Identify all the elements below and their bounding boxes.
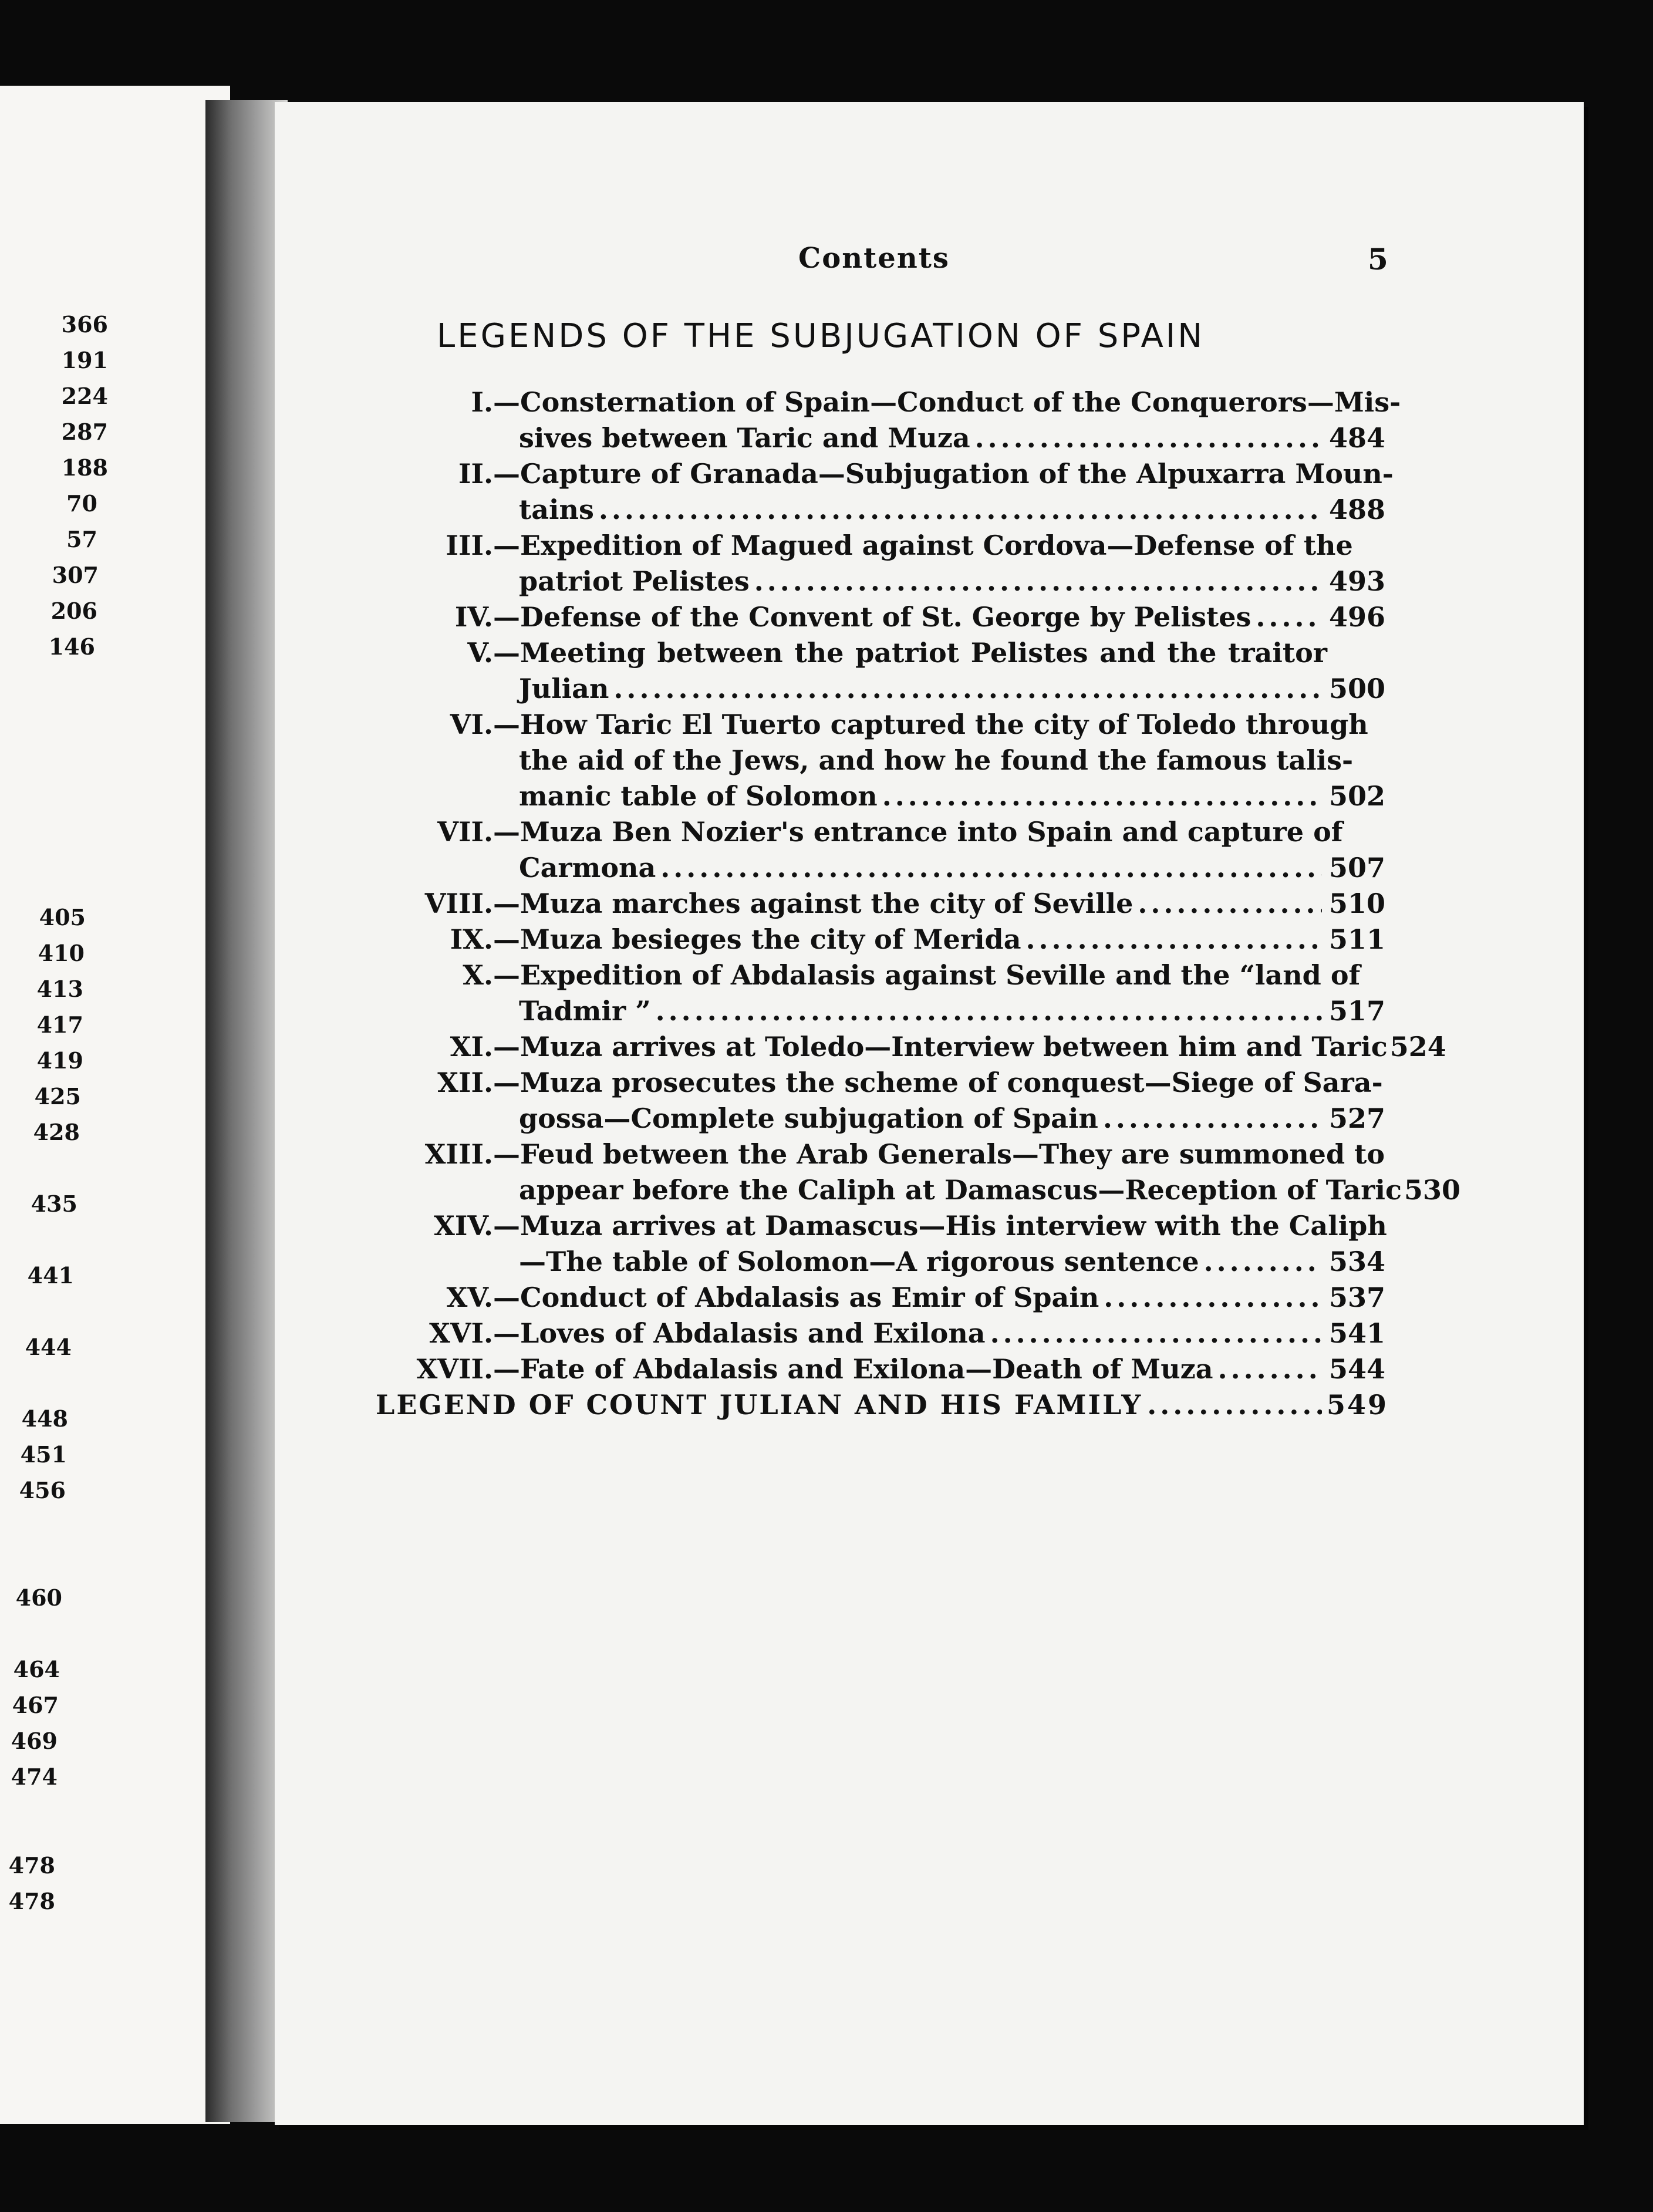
- leader-dots: [882, 778, 1322, 814]
- page-ref: 496: [1328, 601, 1385, 633]
- toc-entry: [364, 1316, 1385, 1351]
- chapter-title: —Muza besieges the city of Merida: [493, 923, 1021, 955]
- chapter-title: manic table of Solomon: [519, 780, 878, 812]
- leader-dots: [656, 993, 1322, 1029]
- leader-dots: [1256, 599, 1322, 635]
- chapter-title: —Muza Ben Nozier's entrance into Spain and capture of: [493, 816, 1343, 848]
- left-page-number: 417: [36, 1011, 83, 1038]
- page-ref: 502: [1328, 780, 1385, 812]
- page-ref: 500: [1328, 673, 1385, 704]
- chapter-title: —Capture of Granada—Subjugation of the Alpuxarra Moun-: [493, 458, 1394, 490]
- toc-entry: [364, 957, 1385, 1029]
- page-number: 5: [1368, 242, 1388, 276]
- chapter-title: Julian: [519, 673, 609, 704]
- toc-entry: [364, 599, 1385, 635]
- page-ref: 527: [1328, 1102, 1385, 1134]
- page-ref: 484: [1328, 422, 1385, 454]
- left-page-number: 405: [39, 904, 86, 930]
- leader-dots: [975, 420, 1322, 456]
- chapter-title: —Muza arrives at Damascus—His interview with the Caliph: [493, 1210, 1387, 1242]
- left-page-number: 478: [8, 1852, 55, 1879]
- leader-dots: [1204, 1244, 1322, 1280]
- chapter-number: II.: [458, 458, 493, 490]
- toc-entry: [364, 385, 1401, 456]
- page-ref: 511: [1328, 923, 1385, 955]
- toc-entry: [364, 814, 1385, 886]
- chapter-title: patriot Pelistes: [519, 565, 750, 597]
- chapter-number: X.: [463, 959, 493, 991]
- page-ref: 530: [1404, 1174, 1460, 1206]
- toc-entry: [364, 1208, 1385, 1280]
- chapter-number: IX.: [450, 923, 493, 955]
- left-page-number: 366: [61, 311, 108, 338]
- page-ref: 544: [1328, 1353, 1385, 1385]
- page-ref: 488: [1328, 494, 1385, 525]
- legend-title: LEGEND OF COUNT JULIAN AND HIS FAMILY: [376, 1389, 1143, 1421]
- running-head: Contents: [798, 242, 950, 275]
- toc-entry: [364, 886, 1385, 922]
- left-page-number: 413: [36, 976, 83, 1002]
- left-page-number: 70: [66, 490, 97, 517]
- leader-dots: [1103, 1101, 1322, 1137]
- page-ref: 541: [1328, 1317, 1385, 1349]
- left-page-number: 469: [11, 1728, 58, 1754]
- chapter-number: VIII.: [424, 888, 493, 919]
- toc-entry: [364, 1137, 1460, 1208]
- chapter-title: —Defense of the Convent of St. George by Pelistes: [493, 601, 1251, 633]
- leader-dots: [1218, 1351, 1322, 1387]
- left-page-number: 464: [13, 1656, 60, 1682]
- chapter-number: XI.: [450, 1031, 493, 1063]
- left-page-number: 191: [61, 347, 108, 373]
- chapter-title: —Loves of Abdalasis and Exilona: [493, 1317, 986, 1349]
- left-page-number: 444: [25, 1334, 72, 1360]
- chapter-title: Carmona: [519, 852, 656, 884]
- leader-dots: [990, 1316, 1322, 1351]
- leader-dots: [599, 492, 1322, 528]
- leader-dots: [1026, 922, 1322, 957]
- page-ref: 537: [1328, 1282, 1385, 1313]
- chapter-title: Tadmir ”: [519, 995, 651, 1027]
- page-ref: 534: [1328, 1246, 1385, 1277]
- left-page-number: 57: [66, 526, 97, 552]
- left-page-number: 425: [34, 1083, 81, 1110]
- chapter-title: the aid of the Jews, and how he found the famous talis-: [519, 744, 1354, 776]
- chapter-number: VI.: [450, 709, 493, 740]
- chapter-number: I.: [471, 386, 493, 418]
- chapter-number: XVII.: [416, 1353, 493, 1385]
- page-ref: 517: [1328, 995, 1385, 1027]
- leader-dots: [660, 850, 1322, 886]
- page-ref: 510: [1328, 888, 1385, 919]
- chapter-title: gossa—Complete subjugation of Spain: [519, 1102, 1098, 1134]
- left-page-number: 474: [11, 1763, 58, 1790]
- chapter-title: —Expedition of Abdalasis against Seville and the “land of: [493, 959, 1361, 991]
- chapter-title: —Meeting between the patriot Pelistes and the traitor: [493, 637, 1327, 669]
- left-page-number: 307: [52, 562, 99, 588]
- chapter-number: IV.: [454, 601, 493, 633]
- chapter-number: VII.: [437, 816, 493, 848]
- chapter-title: —Expedition of Magued against Cordova—Defense of the: [493, 530, 1353, 561]
- chapter-title: —Feud between the Arab Generals—They are summoned to: [493, 1138, 1385, 1170]
- chapter-number: V.: [467, 637, 493, 669]
- toc-entry: [364, 456, 1394, 528]
- page-ref: 549: [1327, 1389, 1389, 1421]
- left-page-number: 478: [8, 1888, 55, 1914]
- left-page-number: 287: [61, 419, 108, 445]
- chapter-title: —The table of Solomon—A rigorous sentence: [519, 1246, 1199, 1277]
- chapter-title: —Muza arrives at Toledo—Interview between him and Taric: [493, 1031, 1388, 1063]
- left-page-number: 428: [33, 1119, 80, 1145]
- toc-entry: [364, 1280, 1385, 1316]
- chapter-number: XVI.: [429, 1317, 493, 1349]
- left-page-number: 460: [15, 1584, 62, 1611]
- chapter-title: —How Taric El Tuerto captured the city of Toledo through: [493, 709, 1368, 740]
- toc-entry: [364, 1029, 1446, 1065]
- toc-entry: [364, 707, 1385, 814]
- chapter-title: appear before the Caliph at Damascus—Reception of Taric: [519, 1174, 1402, 1206]
- leader-dots: [1104, 1280, 1322, 1316]
- toc-entry: [364, 635, 1385, 707]
- left-page-number: 448: [21, 1405, 68, 1432]
- chapter-title: —Muza prosecutes the scheme of conquest—Siege of Sara-: [493, 1067, 1383, 1098]
- chapter-title: —Fate of Abdalasis and Exilona—Death of Muza: [493, 1353, 1213, 1385]
- left-page-number: 451: [20, 1441, 67, 1468]
- left-page-number: 467: [12, 1692, 59, 1718]
- table-of-contents: [364, 385, 1460, 1423]
- toc-entry-legend: [364, 1387, 1389, 1423]
- leader-dots: [1147, 1387, 1322, 1423]
- page-ref: 493: [1328, 565, 1385, 597]
- toc-entry: [364, 1351, 1385, 1387]
- toc-entry: [364, 528, 1385, 599]
- left-page-number: 410: [38, 940, 85, 966]
- left-page-number: 224: [61, 383, 108, 409]
- left-page-number: 456: [19, 1477, 66, 1503]
- chapter-number: XIV.: [434, 1210, 493, 1242]
- leader-dots: [754, 564, 1322, 599]
- chapter-title: —Consternation of Spain—Conduct of the Conquerors—Mis-: [493, 386, 1401, 418]
- chapter-number: XII.: [437, 1067, 493, 1098]
- toc-entry: [364, 922, 1385, 957]
- left-page-number: 441: [27, 1262, 74, 1289]
- left-page-number: 146: [48, 633, 95, 660]
- left-page-number: 188: [61, 454, 108, 481]
- chapter-number: XIII.: [424, 1138, 493, 1170]
- chapter-title: tains: [519, 494, 594, 525]
- page-ref: 507: [1328, 852, 1385, 884]
- chapter-number: XV.: [446, 1282, 493, 1313]
- toc-entry: [364, 1065, 1385, 1137]
- leader-dots: [613, 671, 1322, 707]
- chapter-number: III.: [446, 530, 493, 561]
- chapter-title: —Conduct of Abdalasis as Emir of Spain: [493, 1282, 1099, 1313]
- left-page-number: 435: [31, 1191, 77, 1217]
- page-ref: 524: [1389, 1031, 1446, 1063]
- leader-dots: [1138, 886, 1322, 922]
- chapter-title: —Muza marches against the city of Seville: [493, 888, 1134, 919]
- left-page-number: 206: [50, 598, 97, 624]
- chapter-title: sives between Taric and Muza: [519, 422, 970, 454]
- left-page-number: 419: [36, 1047, 83, 1074]
- section-title: LEGENDS OF THE SUBJUGATION OF SPAIN: [437, 317, 1205, 355]
